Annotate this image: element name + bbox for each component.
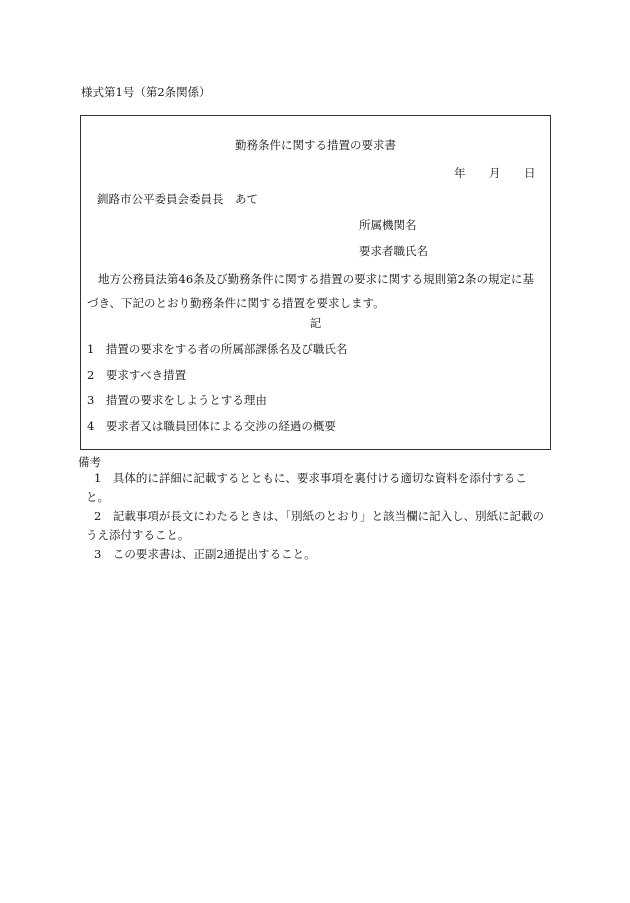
requester-label: 要求者職氏名 bbox=[359, 244, 428, 258]
addressee: 釧路市公平委員会委員長 あて bbox=[97, 192, 258, 206]
notes-heading: 備考 bbox=[78, 455, 101, 469]
form-item: 4 要求者又は職員団体による交渉の経過の概要 bbox=[87, 419, 336, 433]
form-item: 3 措置の要求をしようとする理由 bbox=[87, 393, 267, 407]
form-item: 2 要求すべき措置 bbox=[87, 368, 187, 382]
date-year-label: 年 bbox=[454, 166, 466, 180]
request-form-box bbox=[80, 115, 551, 450]
note-item: 1 具体的に詳細に記載するとともに、要求事項を裏付ける適切な資料を添付すること。 bbox=[86, 471, 527, 504]
request-body-text: 地方公務員法第46条及び勤務条件に関する措置の要求に関する規則第2条の規定に基づき、下記のとおり勤務条件に関する措置を要求します。 bbox=[87, 272, 534, 310]
date-day-label: 日 bbox=[524, 166, 536, 180]
form-item: 1 措置の要求をする者の所属部課係名及び職氏名 bbox=[87, 342, 348, 356]
date-month-label: 月 bbox=[489, 166, 501, 180]
note-item: 2 記載事項が長文にわたるときは、「別紙のとおり」と該当欄に記入し、別紙に記載のうえ添付すること。 bbox=[86, 509, 545, 542]
note-item: 3 この要求書は、正副2通提出すること。 bbox=[94, 547, 316, 561]
document-title: 勤務条件に関する措置の要求書 bbox=[235, 138, 396, 152]
form-number-label: 様式第1号（第2条関係） bbox=[81, 85, 211, 99]
ki-heading: 記 bbox=[309, 316, 322, 330]
affiliation-label: 所属機関名 bbox=[359, 218, 417, 232]
